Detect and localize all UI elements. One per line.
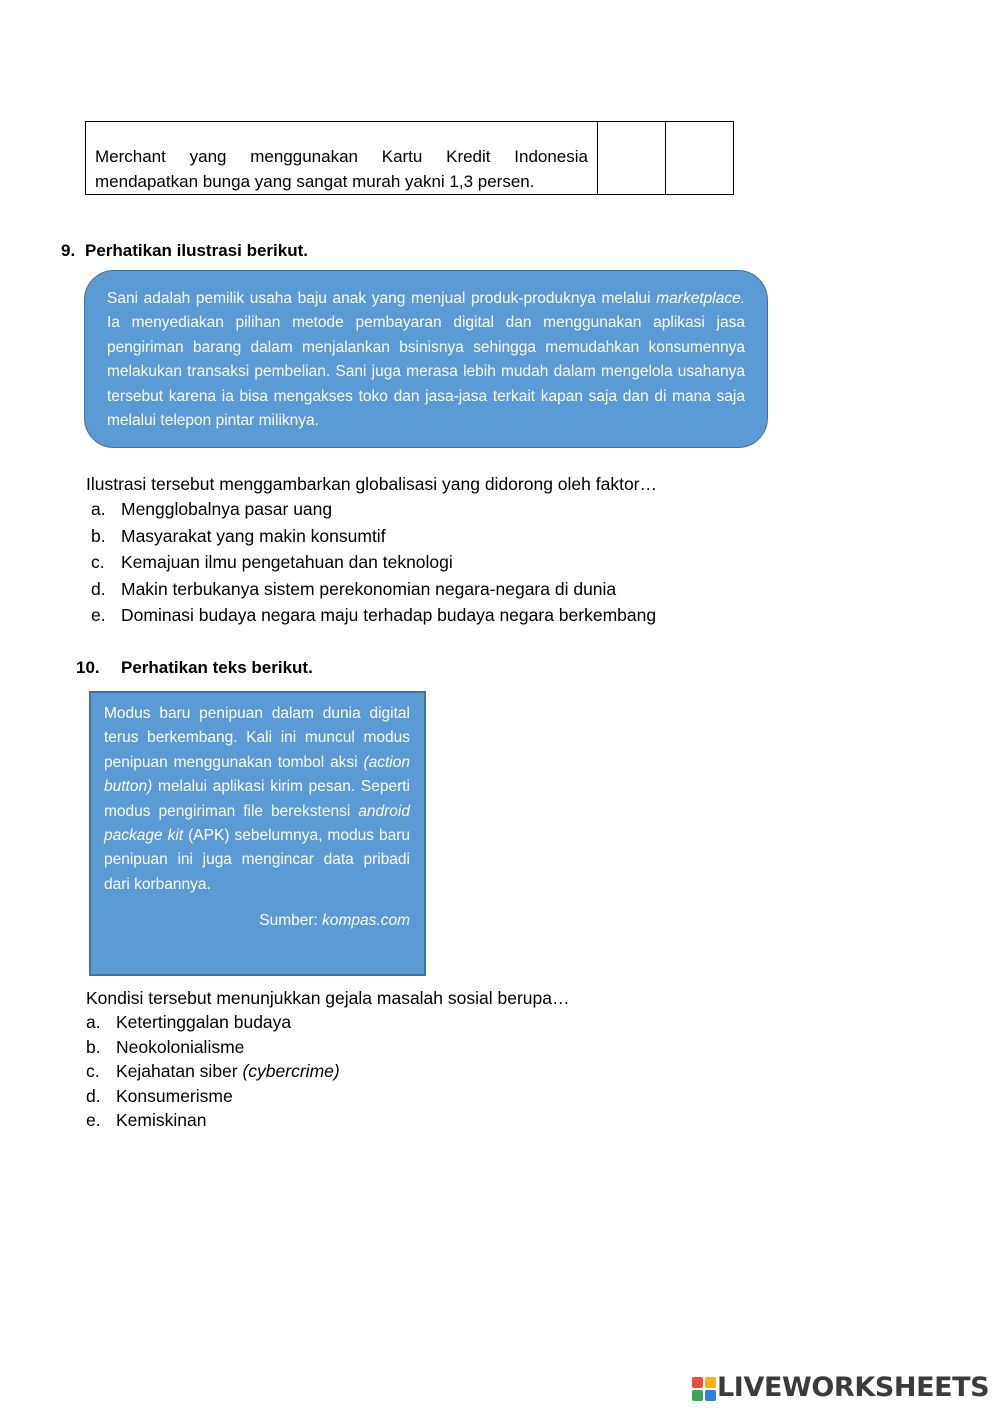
q10-box-paragraph [104, 702, 410, 897]
brand-square-4 [705, 1390, 716, 1401]
q9-box-text-2: Ia menyediakan pilihan metode pembayaran digital dan menggunakan aplikasi jasa pengiriman barang dalam menjalankan bsinisnya sehingga memudahkan konsumennya melakukan transaksi pembelian. Sani juga merasa lebih mudah dalam mengelola usahanya tersebut karena ia bisa mengakses toko dan jasa-jasa terkait kapan saja dan di mana saja melalui telepon pintar miliknya. [107, 314, 745, 430]
option-text: Makin terbukanya sistem perekonomian negara-negara di dunia [121, 579, 617, 599]
q9-illustration-box [84, 270, 768, 448]
option-text: Masyarakat yang makin konsumtif [121, 526, 386, 546]
q10-stem: Kondisi tersebut menunjukkan gejala masalah sosial berupa… [86, 988, 570, 1008]
table-row [86, 122, 734, 195]
option-label: b. [91, 526, 106, 546]
brand-square-2 [705, 1377, 716, 1388]
brand-logo-icon [692, 1377, 716, 1401]
source-label: Sumber: [259, 912, 323, 930]
option-text: Konsumerisme [116, 1086, 233, 1106]
q10-box-text-1: Modus baru penipuan dalam dunia digital terus berkembang. Kali ini muncul modus penipuan menggunakan tombol aksi [104, 705, 410, 771]
brand-square-3 [692, 1390, 703, 1401]
q10-box-italic-1: (action button) [104, 753, 410, 796]
option-label: c. [86, 1061, 100, 1081]
option-text: Kemajuan ilmu pengetahuan dan teknologi [121, 552, 453, 572]
statement-text: Merchant yang menggunakan Kartu Kredit Indonesia mendapatkan bunga yang sangat murah yakni 1,3 persen. [86, 122, 598, 195]
q10-source [104, 909, 410, 933]
q9-box-italic: marketplace. [656, 290, 745, 307]
option-text-italic: (cybercrime) [242, 1061, 340, 1081]
statement-table [85, 121, 734, 195]
q10-heading: Perhatikan teks berikut. [121, 658, 313, 677]
option-label: d. [86, 1086, 101, 1106]
q10-box-text-2: melalui aplikasi kirim pesan. Seperti modus pengiriman file berekstensi [104, 778, 410, 820]
q9-stem: Ilustrasi tersebut menggambarkan globalisasi yang didorong oleh faktor… [86, 474, 658, 494]
option-label: a. [91, 499, 106, 519]
option-text: Mengglobalnya pasar uang [121, 499, 333, 519]
option-text-plain: Kejahatan siber [116, 1061, 243, 1081]
answer-cell-true[interactable] [598, 122, 666, 195]
option-text: Neokolonialisme [116, 1037, 245, 1057]
option-text [116, 1060, 340, 1082]
source-name: kompas.com [322, 912, 410, 930]
option-text: Kemiskinan [116, 1110, 207, 1130]
answer-cell-false[interactable] [666, 122, 734, 195]
q10-box-italic-2: android package kit [104, 802, 410, 845]
option-label: c. [91, 552, 105, 572]
brand-name: LIVEWORKSHEETS [717, 1372, 990, 1403]
option-text: Dominasi budaya negara maju terhadap budaya negara berkembang [121, 605, 657, 625]
q10-box-text-3: (APK) sebelumnya, modus baru penipuan ini juga mengincar data pribadi dari korbannya. [104, 827, 410, 893]
q9-heading: Perhatikan ilustrasi berikut. [85, 241, 308, 260]
q9-box-text-1: Sani adalah pemilik usaha baju anak yang menjual produk-produknya melalui [107, 290, 657, 307]
option-label: e. [86, 1110, 101, 1130]
option-label: a. [86, 1012, 101, 1032]
option-label: d. [91, 579, 106, 599]
q9-number: 9. [61, 241, 76, 260]
q10-number: 10. [76, 658, 100, 677]
option-text: Ketertinggalan budaya [116, 1012, 292, 1032]
option-label: b. [86, 1037, 101, 1057]
brand-square-1 [692, 1377, 703, 1388]
option-label: e. [91, 605, 106, 625]
q10-text-box [89, 691, 426, 976]
